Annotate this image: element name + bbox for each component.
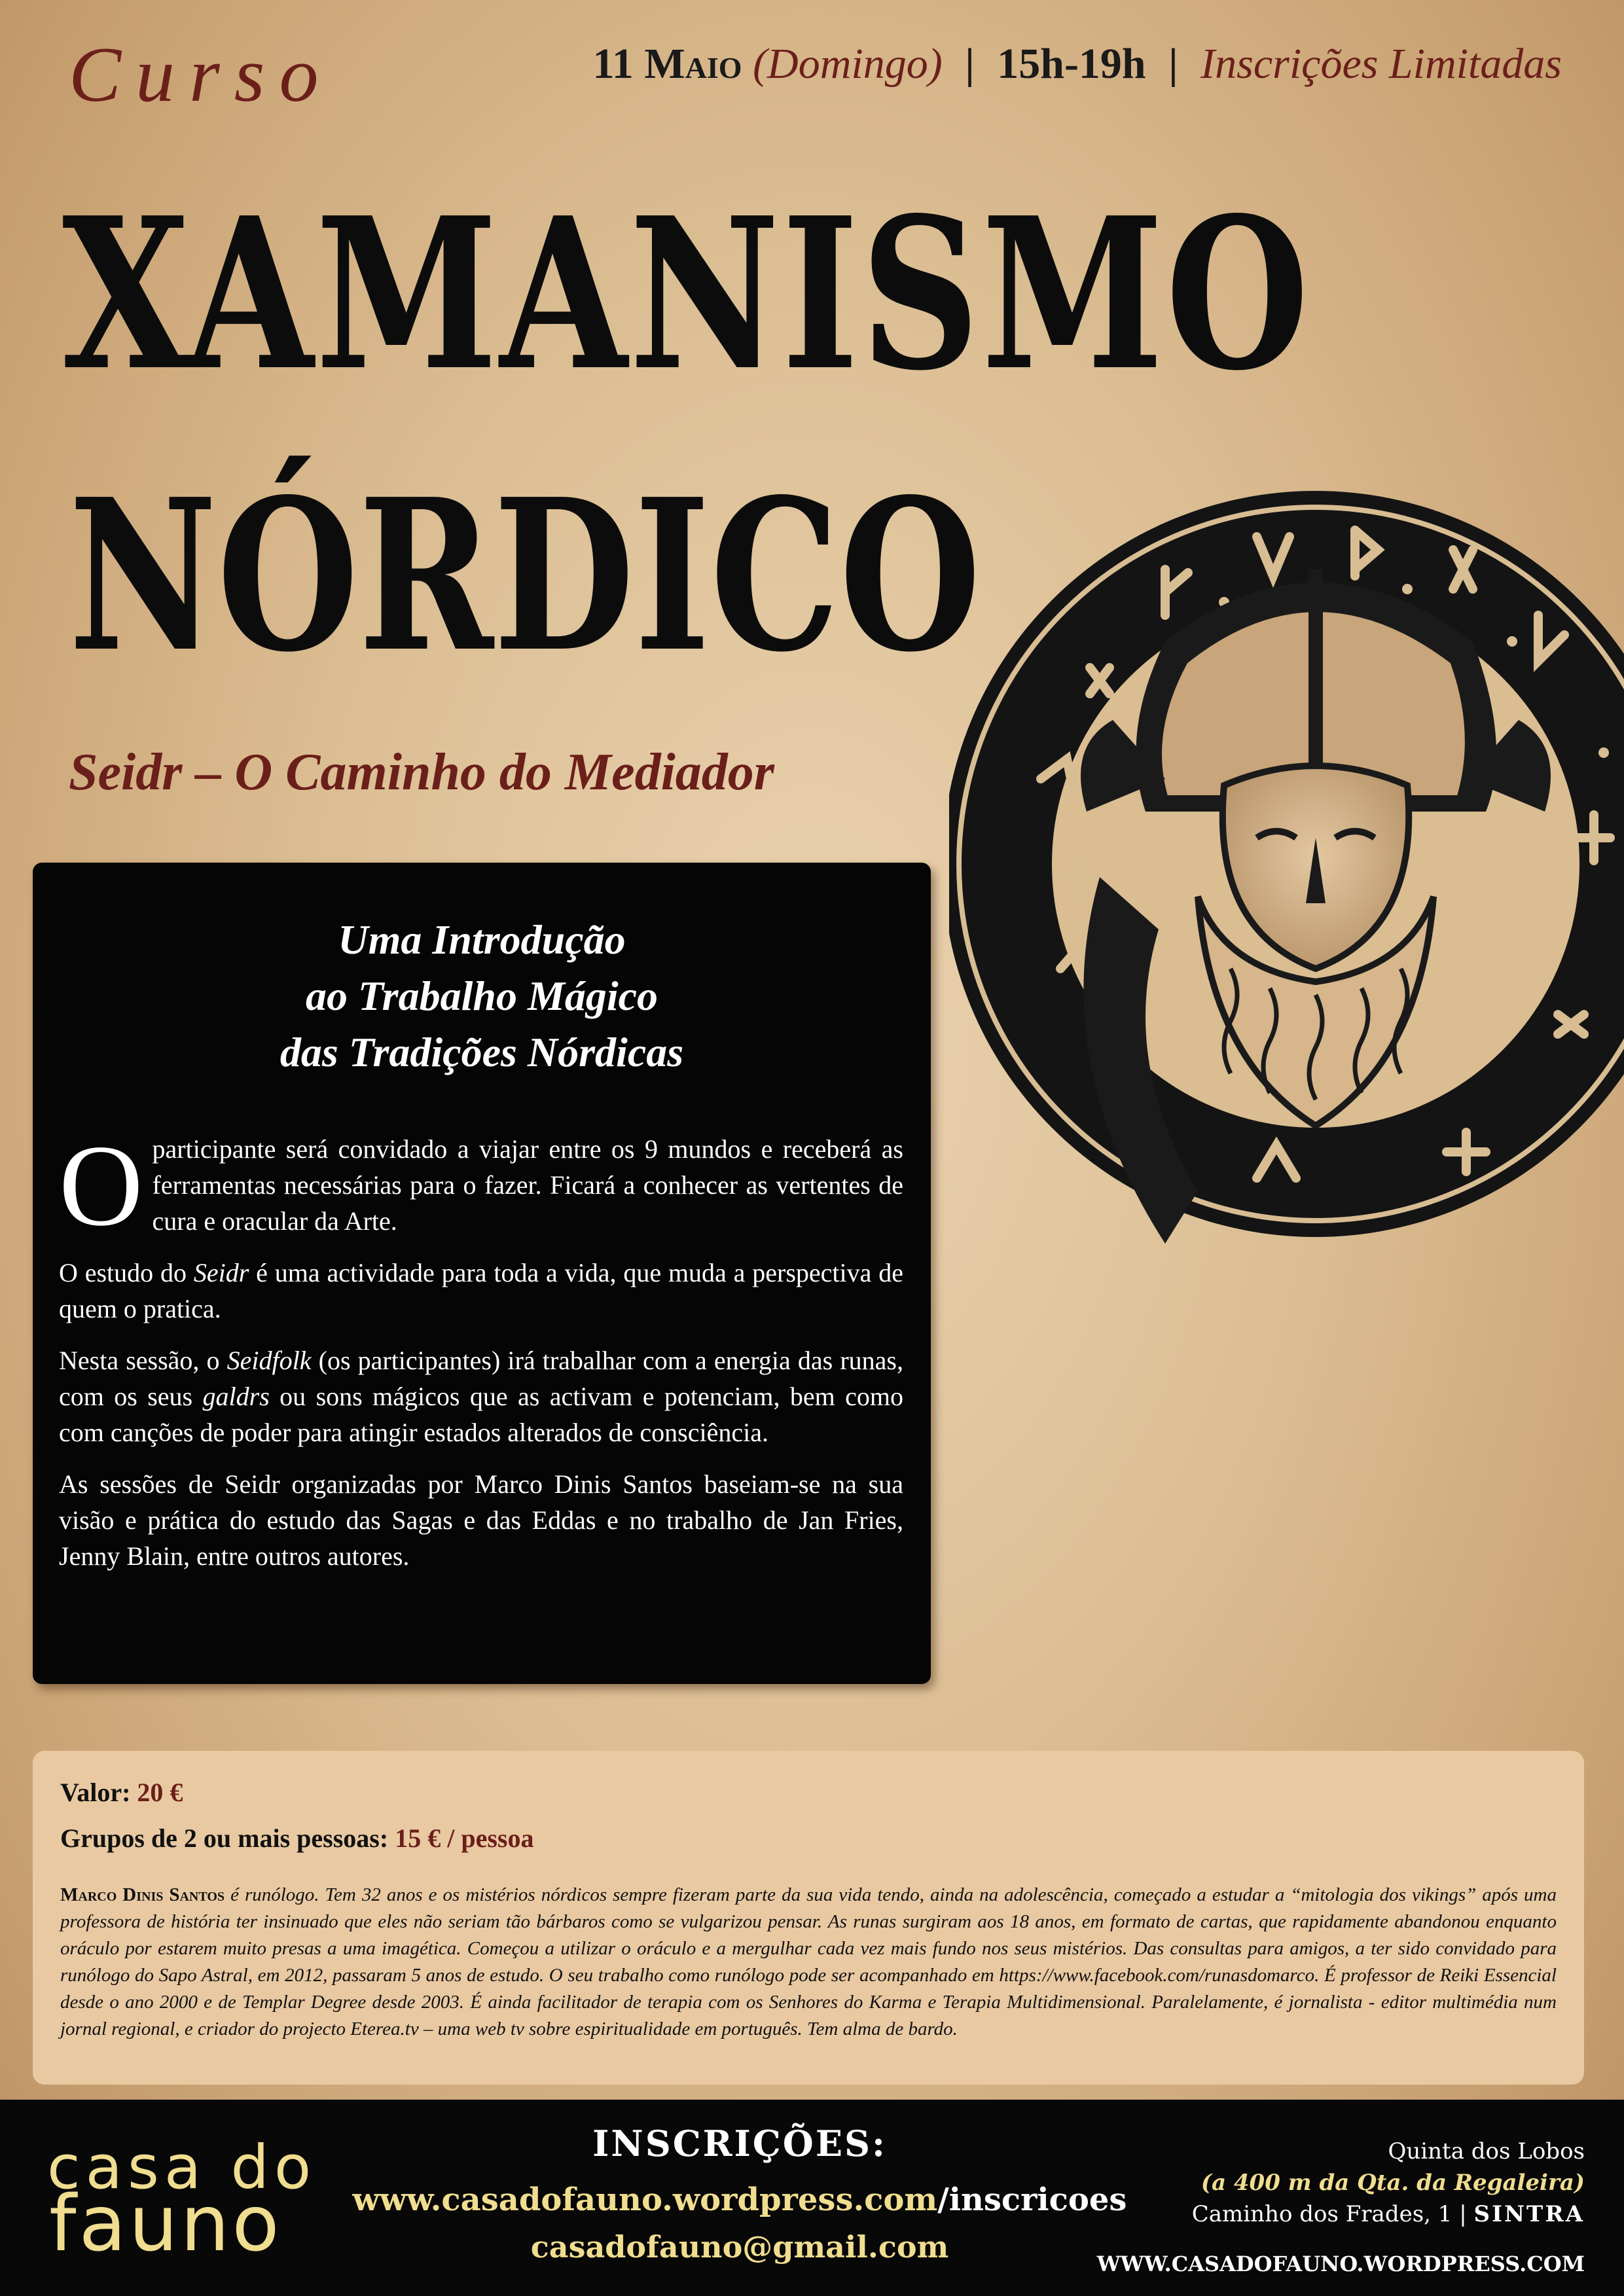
pricing-panel — [33, 1751, 1584, 2085]
intro-paragraph-text: participante será convidado a viajar entre os 9 mundos e receberá as ferramentas necessárias para o fazer. Ficará a conhecer as vertentes de cura e oracular da Arte. — [152, 1134, 903, 1236]
intro-heading-line: ao Trabalho Mágico — [305, 973, 659, 1019]
venue-street-line — [1192, 2198, 1585, 2230]
registration-title: INSCRIÇÕES: — [592, 2123, 887, 2164]
event-weekday: (Domingo) — [753, 40, 943, 88]
separator: | — [965, 40, 975, 88]
text-run: (os participantes) irá trabalhar com a energia das runas, com os seus — [59, 1346, 903, 1411]
main-title-line1: XAMANISMO — [62, 171, 1311, 416]
event-time: 15h-19h — [997, 40, 1146, 88]
registration-link-domain[interactable]: www.casadofauno.wordpress.com — [352, 2181, 938, 2218]
price-line — [60, 1777, 183, 1808]
venue-city: SINTRA — [1473, 2201, 1585, 2227]
separator: | — [1459, 2201, 1467, 2227]
event-date-line — [593, 39, 1562, 89]
venue-name: Quinta dos Lobos — [1388, 2138, 1585, 2164]
venue-address — [1192, 2136, 1585, 2230]
venue-street: Caminho dos Frades, 1 — [1191, 2201, 1453, 2227]
intro-paragraph — [59, 1342, 903, 1450]
group-price-value: 15 € / pessoa — [395, 1823, 534, 1853]
instructor-bio — [60, 1882, 1557, 2043]
instructor-bio-text: é runólogo. Tem 32 anos e os mistérios nórdicos sempre fizeram parte da sua vida tendo, ainda na adolescência, começado a estudar a “mitologia dos vikings” após uma professora de história ter insinuado que eles não seriam tão bárbaros como se vulgarizou pensar. As runas surgiram aos 18 anos, em formato de cartas, que rapidamente abandonou enquanto oráculo por estarem muito presas a uma imagética. Começou a utilizar o oráculo e a mergulhar cada vez mais fundo nos seus mistérios. Das consultas para amigos, a ter sido convidado para runólogo do Sapo Astral, em 2012, passaram 5 anos de estudo. O seu trabalho como runólogo pode ser acompanhado em https://www.facebook.com/runasdomarco. É professor de Reiki Essencial desde o ano 2000 e de Templar Degree desde 2003. É ainda facilitador de terapia com os Senhores do Karma e Terapia Multidimensional. Paralelamente, é jornalista - editor multimédia num jornal regional, e criador do projecto Eterea.tv – uma web tv sobre espiritualidade em português. Tem alma de bardo. — [60, 1884, 1557, 2039]
intro-panel — [33, 863, 931, 1684]
limited-spots-note: Inscrições Limitadas — [1200, 40, 1562, 88]
intro-heading — [33, 912, 931, 1081]
logo-text-top: casa do — [47, 2132, 317, 2202]
price-label: Valor: — [60, 1778, 131, 1807]
text-run: Nesta sessão, o — [59, 1346, 227, 1375]
footer — [0, 2100, 1624, 2296]
intro-paragraph — [59, 1255, 903, 1327]
instructor-name: Marco Dinis Santos — [60, 1884, 225, 1905]
italic-term: galdrs — [202, 1382, 270, 1411]
price-value: 20 € — [137, 1778, 183, 1807]
drop-cap: O — [59, 1121, 143, 1250]
text-run: O estudo do — [59, 1258, 194, 1287]
intro-body — [59, 1121, 903, 1590]
header-bar — [0, 0, 1624, 137]
venue-note: (a 400 m da Qta. da Regaleira) — [1200, 2170, 1585, 2196]
course-label: Curso — [69, 31, 333, 118]
event-month: Maio — [644, 40, 742, 88]
main-title-line2: NÓRDICO — [69, 453, 981, 698]
intro-paragraph — [59, 1121, 903, 1250]
subtitle: Seidr – O Caminho do Mediador — [69, 744, 774, 801]
intro-paragraph: As sessões de Seidr organizadas por Marco Dinis Santos baseiam-se na sua visão e prática do estudo das Sagas e das Eddas e no trabalho de Jan Fries, Jenny Blain, entre outros autores. — [59, 1469, 903, 1571]
website-link[interactable]: WWW.CASADOFAUNO.WORDPRESS.COM — [1096, 2251, 1585, 2276]
intro-heading-line: Uma Introdução — [338, 916, 626, 963]
group-price-line — [60, 1823, 533, 1854]
registration-link-path[interactable]: /inscricoes — [937, 2181, 1127, 2218]
email-link[interactable]: casadofauno@gmail.com — [530, 2229, 949, 2265]
text-run: ou sons mágicos que as activam e potenciam, bem como com canções de poder para atingir estados alterados de consciência. — [59, 1382, 903, 1447]
group-price-label: Grupos de 2 ou mais pessoas: — [60, 1823, 389, 1853]
logo-text-bottom: fauno — [49, 2178, 282, 2269]
text-run: é uma actividade para toda a vida, que muda a perspectiva de quem o pratica. — [59, 1258, 903, 1323]
event-day: 11 — [592, 40, 634, 88]
intro-heading-line: das Tradições Nórdicas — [280, 1029, 684, 1075]
italic-term: Seidfolk — [226, 1346, 312, 1375]
separator: | — [1168, 40, 1178, 88]
odin-emblem-icon — [949, 471, 1624, 1309]
italic-term: Seidr — [193, 1258, 249, 1287]
